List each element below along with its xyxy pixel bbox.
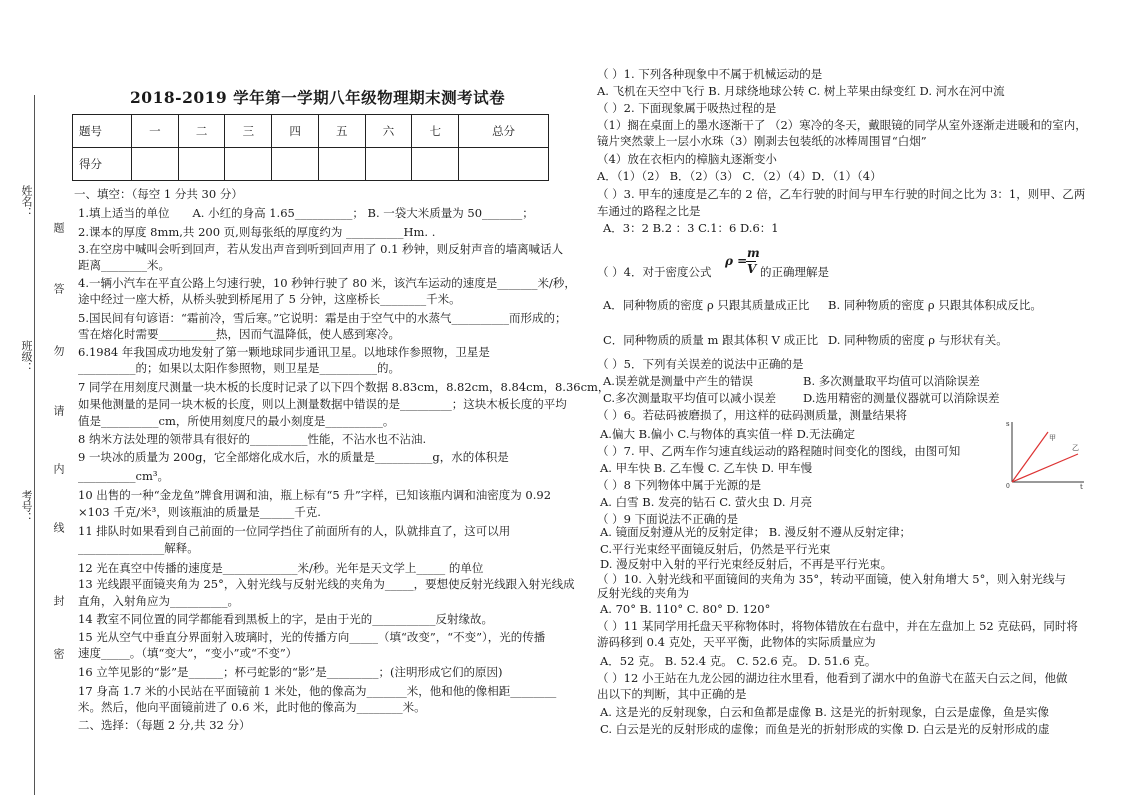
question-text: 车通过的路程之比是: [597, 204, 701, 218]
options: A．（1）（2） B．（2）（3） C．（2）（4）D．（1）（4）: [597, 169, 882, 183]
options: A. 甲车快 B. 乙车慢 C. 乙车快 D. 甲车慢: [600, 461, 813, 475]
score-cell: [225, 148, 272, 181]
option: D. 漫反射中入射的平行光束经反射后，不再是平行光束。: [600, 557, 893, 571]
question: 直角，入射角应为__________。: [78, 594, 239, 608]
question: 如果他测量的是同一块木板的长度，则以上测量数据中错误的是_________；这块木板长度的平均: [78, 397, 567, 411]
question: __________cm³。: [78, 469, 169, 483]
question: （ ）7. 甲、乙两车作匀速直线运动的路程随时间变化的图线，由图可知: [597, 444, 961, 458]
question-text: 游码移到 0.4 克处，天平平衡，此物体的实际质量应为: [597, 635, 876, 649]
option: A．同种物质的密度 ρ 只跟其质量成正比: [603, 298, 810, 312]
col-header: 五: [318, 115, 365, 148]
question: 速度_____。（填“变大”，“变小”或“不变”）: [78, 646, 298, 660]
option: C.多次测量取平均值可以减小误差: [603, 391, 777, 405]
question: 11 排队时如果看到自己前面的一位同学挡住了前面所有的人，队就排直了，这可以用: [78, 524, 511, 538]
t-axis-label: t: [1080, 483, 1083, 490]
origin-label: 0: [1006, 483, 1010, 490]
page-title: 2018-2019 学年第一学期八年级物理期末测考试卷: [130, 88, 506, 107]
question: （ ）8 下列物体中属于光源的是: [597, 478, 762, 492]
options: A. 白雪 B. 发亮的钻石 C. 萤火虫 D. 月亮: [600, 495, 813, 509]
question: 9 一块冰的质量为 200g，它全部熔化成水后，水的质量是__________g，水的体积是: [78, 450, 509, 464]
s-t-graph: [1006, 418, 1088, 490]
question: 5.国民间有句谚语：“霜前冷，雪后寒。”它说明：霜是由于空气中的水蒸气__________而形成的；: [78, 311, 567, 325]
question: 值是__________cm，所使用刻度尺的最小刻度是__________。: [78, 414, 395, 428]
option: C.平行光束经平面镜反射后，仍然是平行光束: [600, 542, 831, 556]
question-text: 的正确理解是: [760, 265, 829, 279]
question: _______________解释。: [78, 541, 199, 555]
question: 12 光在真空中传播的速度是_____________米/秒。光年是天文学上_____ 的单位: [78, 561, 484, 575]
jia-label: 甲: [1049, 434, 1056, 442]
score-table: [72, 114, 549, 181]
question-text: 反射光线的夹角为: [597, 586, 689, 600]
option: D.选用精密的测量仪器就可以消除误差: [803, 391, 1000, 405]
question: （ ）11 某同学用托盘天平称物体时，将物体错放在右盘中，并在左盘加上 52 克砝码，同时将: [597, 619, 1078, 633]
options: A. 70° B. 110° C. 80° D. 120°: [600, 602, 771, 616]
yi-label: 乙: [1072, 444, 1079, 452]
question-text: （1）搁在桌面上的墨水逐渐干了 （2）寒冷的冬天，戴眼镜的同学从室外逐渐走进暖和的室内，: [597, 118, 1087, 132]
col-header: 二: [178, 115, 225, 148]
question: 16 立竿见影的“影”是______；杯弓蛇影的“影”是_________；(注明形成它们的原因): [78, 665, 503, 679]
options: A．52 克。 B. 52.4 克。 C. 52.6 克。 D. 51.6 克。: [600, 654, 877, 668]
col-header: 六: [365, 115, 412, 148]
option: C．同种物质的质量 m 跟其体积 V 成正比: [603, 333, 819, 347]
seal-char: 题: [52, 222, 65, 233]
question: （ ）12 小王站在九龙公园的湖边往水里看，他看到了湖水中的鱼游弋在蓝天白云之间，他做: [597, 671, 1068, 685]
option: C. 白云是光的反射形成的虚像；而鱼是光的折射形成的实像 D. 白云是光的反射形成的虚: [600, 722, 1050, 736]
s-axis-label: s: [1006, 420, 1010, 428]
seal-char: 内: [52, 463, 65, 474]
option: A.误差就是测量中产生的错误: [603, 374, 753, 388]
question: 8 纳米方法处理的领带具有很好的__________性能，不沾水也不沾油.: [78, 432, 427, 446]
formula-numerator: m: [747, 246, 760, 260]
question: （ ）6。若砝码被磨损了，用这样的砝码测质量，测量结果将: [597, 408, 907, 422]
question: 途中经过一座大桥，从桥头驶到桥尾用了 5 分钟，这座桥长________千米。: [78, 292, 461, 306]
question-text: （4）放在衣柜内的樟脑丸逐渐变小: [597, 152, 777, 166]
col-header: 四: [272, 115, 319, 148]
question: 15 光从空气中垂直分界面射入玻璃时，光的传播方向_____（填“改变”，“不变”），光的传播: [78, 630, 546, 644]
question: （ ）3. 甲车的速度是乙车的 2 倍，乙车行驶的时间与甲车行驶的时间之比为 3：1，则甲、乙两: [597, 187, 1086, 201]
question: （ ）9 下面说法不正确的是: [597, 512, 739, 526]
id-label: 考号：: [20, 490, 33, 523]
option: D. 同种物质的密度 ρ 与形状有关。: [828, 333, 1008, 347]
score-cell: [272, 148, 319, 181]
seal-char: 请: [52, 405, 65, 416]
question: （ ）1. 下列各种现象中不属于机械运动的是: [597, 67, 823, 81]
question: 雪在熔化时需要__________热，因而气温降低，使人感到寒冷。: [78, 327, 400, 341]
seal-char: 线: [52, 522, 65, 533]
question: 3.在空房中喊叫会听到回声，若从发出声音到听到回声用了 0.1 秒钟，则反射声音的墙离喊话人: [78, 242, 564, 256]
question: __________的；如果以太阳作参照物，则卫星是__________的。: [78, 361, 400, 375]
score-cell: [412, 148, 459, 181]
question: 2.课本的厚度 8mm,共 200 页,则每张纸的厚度约为 __________Hm. .: [78, 225, 436, 239]
seal-char: 勿: [52, 345, 65, 356]
question: （ ）2. 下面现象属于吸热过程的是: [597, 101, 777, 115]
seal-char: 密: [52, 648, 65, 659]
section-fill-in: 一、填空：（每空 1 分共 30 分）: [74, 187, 243, 201]
seal-char: 封: [52, 595, 65, 606]
question-text: 出以下的判断，其中正确的是: [597, 687, 747, 701]
question: （ ）5．下列有关误差的说法中正确的是: [597, 357, 804, 371]
seal-char: 答: [52, 283, 65, 294]
question: 17 身高 1.7 米的小民站在平面镜前 1 米处，他的像高为_______米，他和他的像相距________: [78, 684, 557, 698]
rho-symbol: ρ =: [725, 254, 748, 268]
class-label: 班级：: [20, 340, 33, 373]
question: ×103 千克/米³，则该瓶油的质量是______千克.: [78, 505, 321, 519]
binding-line: [34, 95, 35, 795]
options: A．3：2 B.2 ：3 C.1：6 D.6：1: [603, 221, 779, 235]
row-label: 题号: [73, 115, 132, 148]
option: A. 镜面反射遵从光的反射定律； B. 漫反射不遵从反射定律；: [600, 525, 912, 539]
question: 4.一辆小汽车在平直公路上匀速行驶，10 秒钟行驶了 80 米，该汽车运动的速度是_______米/秒，: [78, 276, 576, 290]
col-header: 三: [225, 115, 272, 148]
score-cell: [318, 148, 365, 181]
row-label: 得分: [73, 148, 132, 181]
question: 10 出售的一种“金龙鱼”牌食用调和油，瓶上标有“5 升”字样，已知该瓶内调和油密度为 0.92: [78, 488, 552, 502]
score-cell: [365, 148, 412, 181]
options: A.偏大 B.偏小 C.与物体的真实值一样 D.无法确定: [600, 427, 856, 441]
col-header: 七: [412, 115, 459, 148]
formula-denominator: V: [747, 262, 757, 276]
question: （ ）4．对于密度公式: [597, 265, 712, 279]
question-text: 镜片突然蒙上一层小水珠（3）刚剥去包装纸的冰棒周围冒“白烟”: [597, 134, 927, 148]
score-cell: [178, 148, 225, 181]
option: A. 这是光的反射现象，白云和鱼都是虚像 B. 这是光的折射现象，白云是虚像，鱼是实像: [600, 705, 1050, 719]
col-header: 总分: [459, 115, 549, 148]
question: 米。然后，他向平面镜前进了 0.6 米，此时他的像高为________米。: [78, 700, 426, 714]
question: 7 同学在用刻度尺测量一块木板的长度时记录了以下四个数据 8.83cm，8.82cm，8.84cm，8.36cm，: [78, 380, 610, 394]
options: A. 飞机在天空中飞行 B. 月球绕地球公转 C. 树上苹果由绿变红 D. 河水在河中流: [597, 84, 1005, 98]
name-label: 姓名：: [20, 185, 33, 218]
question: （ ）10. 入射光线和平面镜间的夹角为 35°，转动平面镜，使入射角增大 5°，则入射光线与: [597, 572, 1066, 586]
col-header: 一: [132, 115, 179, 148]
score-cell: [459, 148, 549, 181]
score-cell: [132, 148, 179, 181]
question: 6.1984 年我国成功地发射了第一颗地球同步通讯卫星。以地球作参照物，卫星是: [78, 345, 490, 359]
option: B. 多次测量取平均值可以消除误差: [803, 374, 980, 388]
section-choice: 二、选择：（每题 2 分,共 32 分）: [78, 718, 251, 732]
question: 1.填上适当的单位 A. 小红的身高 1.65__________； B. 一袋大米质量为 50_______；: [78, 206, 534, 220]
question: 13 光线跟平面镜夹角为 25°，入射光线与反射光线的夹角为_____，要想使反射光线跟入射光线成: [78, 577, 575, 591]
question: 距离________米。: [78, 258, 170, 272]
question: 14 教室不同位置的同学都能看到黑板上的字，是由于光的___________反射缘故。: [78, 612, 494, 626]
option: B. 同种物质的密度 ρ 只跟其体积成反比。: [828, 298, 1042, 312]
